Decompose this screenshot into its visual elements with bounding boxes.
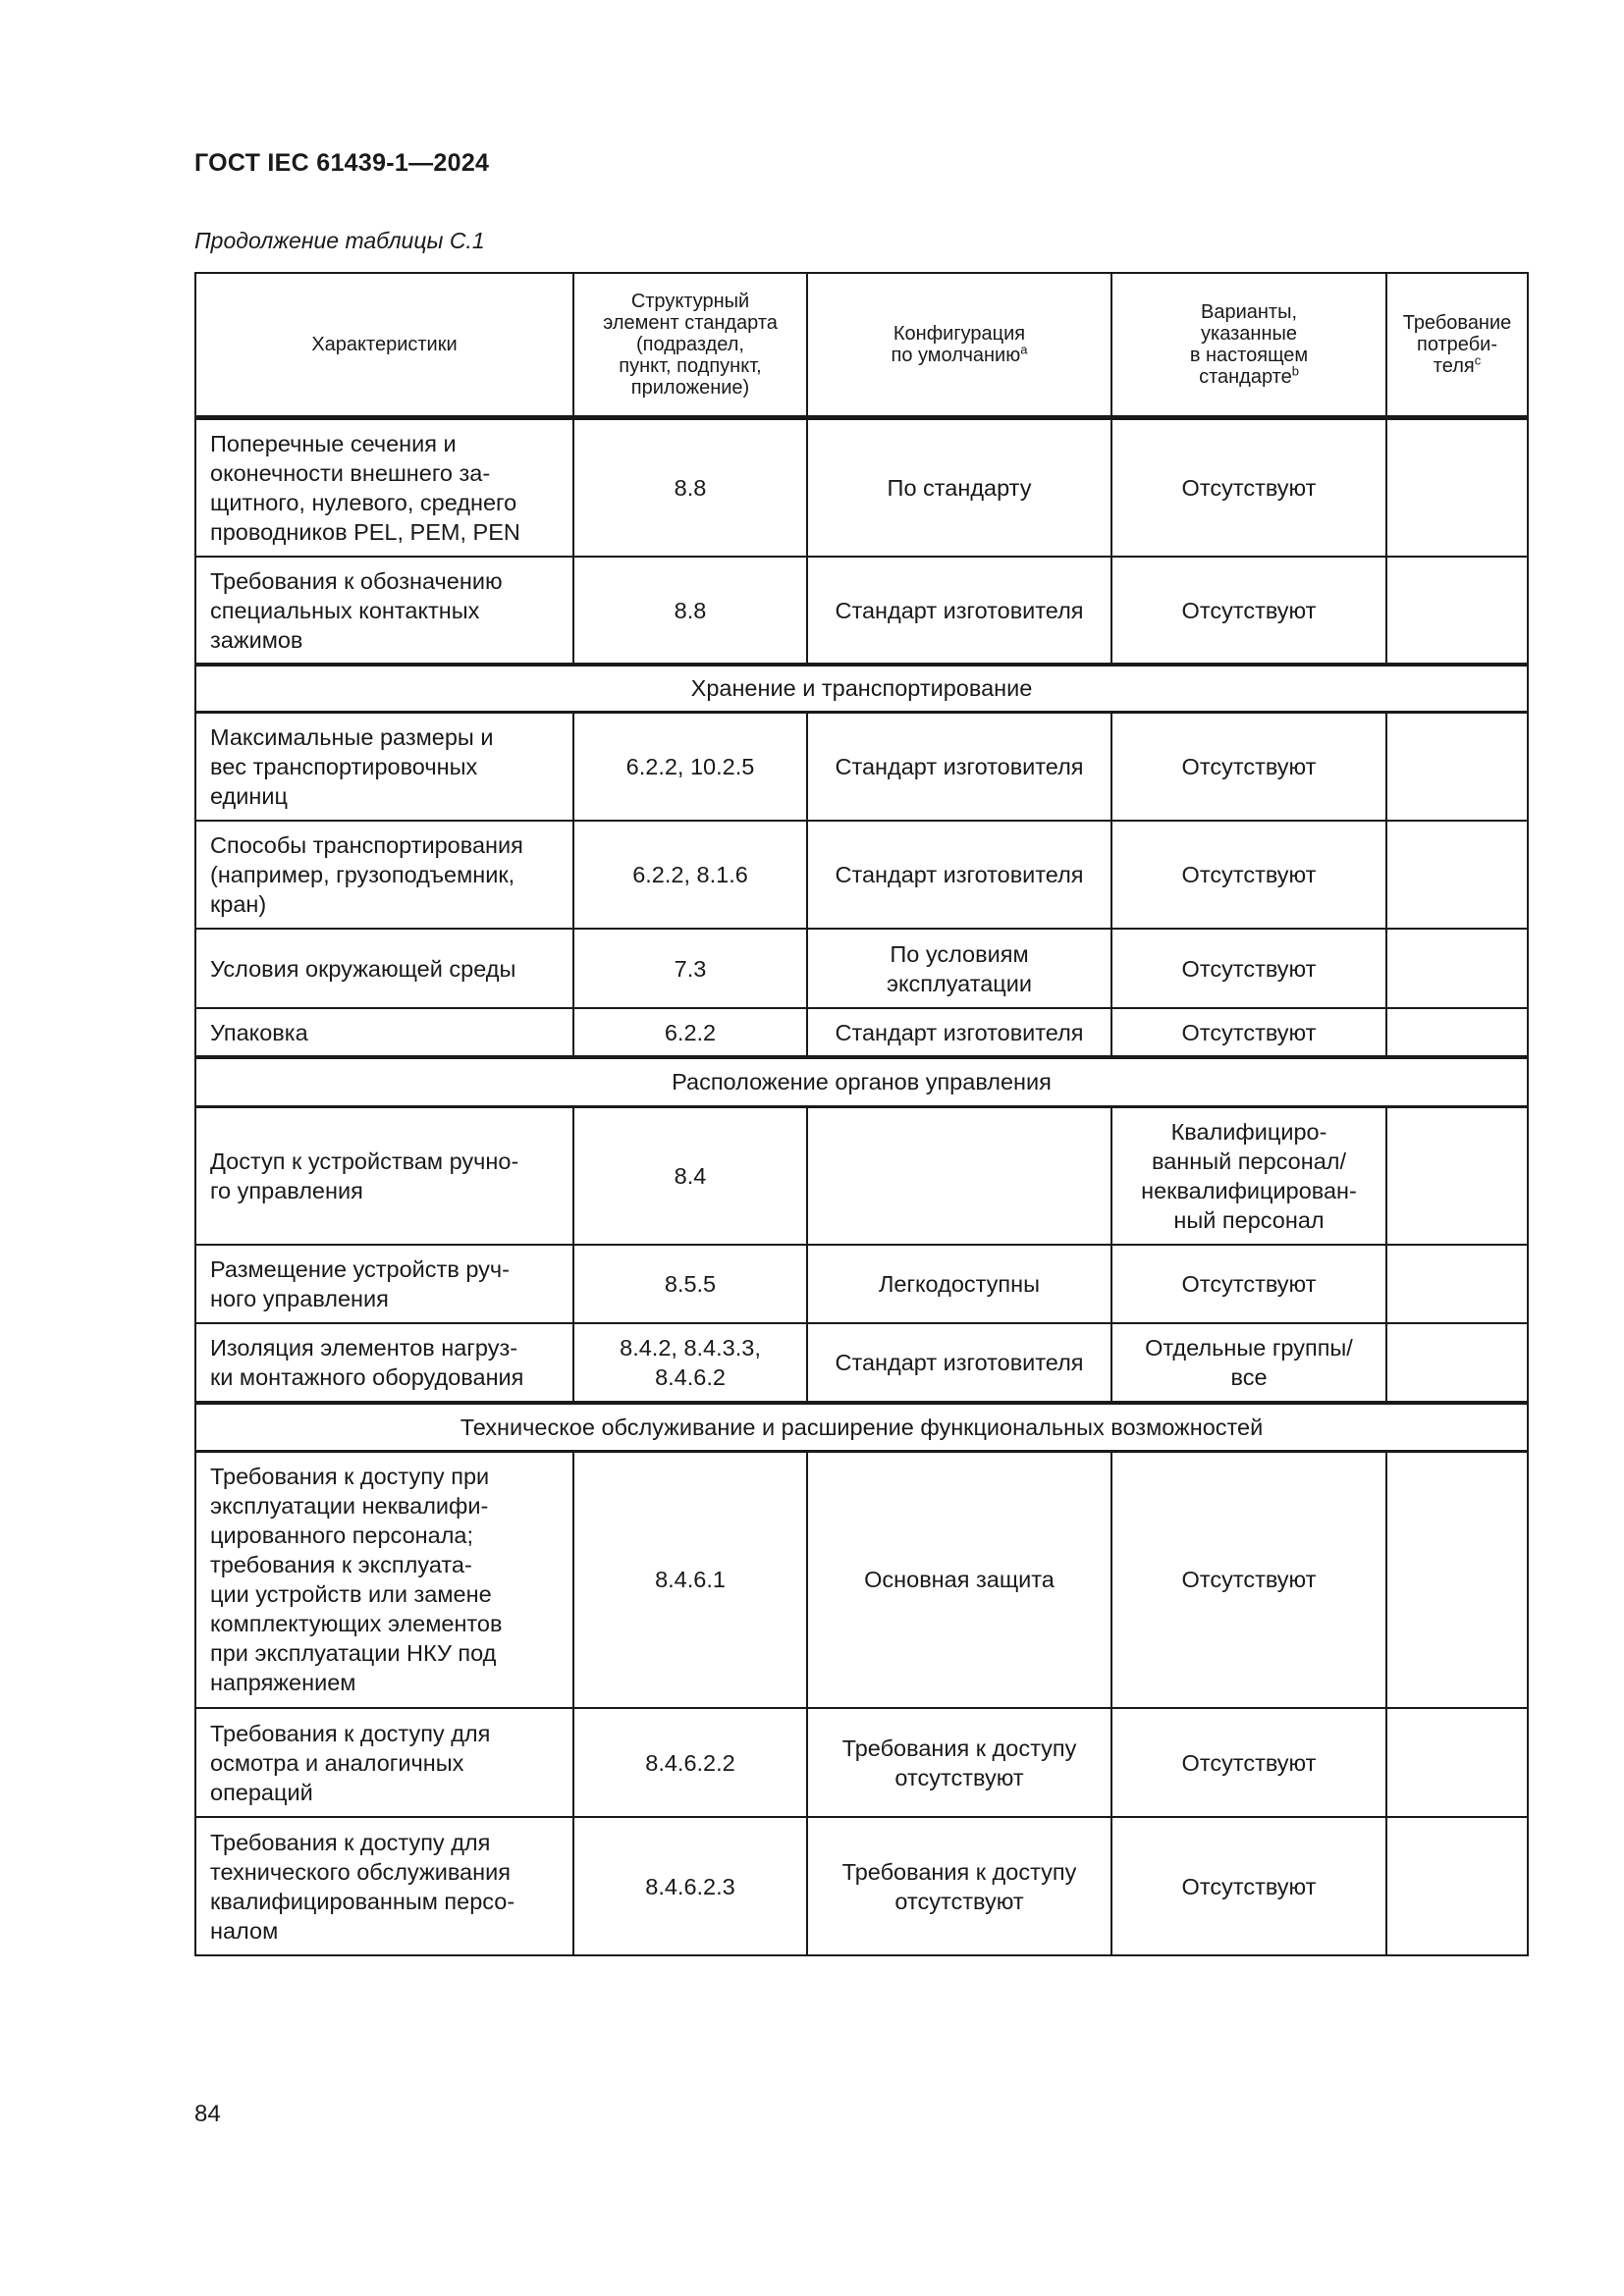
table-row <box>195 1817 1528 1955</box>
table-row <box>195 1323 1528 1403</box>
cell-characteristic: Поперечные сечения и оконечности внешнего за- щитного, нулевого, среднего проводников PEL, PEM, PEN <box>195 417 573 557</box>
cell-variants: Отсутствуют <box>1111 1708 1386 1817</box>
cell-variants: Отсутствуют <box>1111 929 1386 1008</box>
cell-requirement <box>1386 1245 1528 1323</box>
cell-element: 6.2.2 <box>573 1008 807 1057</box>
table-row <box>195 557 1528 665</box>
cell-element: 8.4.6.2.2 <box>573 1708 807 1817</box>
cell-element: 8.4.6.2.3 <box>573 1817 807 1955</box>
cell-default: Требования к доступу отсутствуют <box>807 1708 1111 1817</box>
cell-requirement <box>1386 1106 1528 1245</box>
table-row <box>195 1245 1528 1323</box>
cell-default: По стандарту <box>807 417 1111 557</box>
table-row <box>195 1708 1528 1817</box>
header-structural-element: Структурный элемент стандарта (подраздел, пункт, подпункт, приложение) <box>573 273 807 417</box>
section-title: Техническое обслуживание и расширение функциональных возможностей <box>195 1403 1528 1451</box>
cell-characteristic: Размещение устройств руч- ного управления <box>195 1245 573 1323</box>
cell-variants: Отсутствуют <box>1111 417 1386 557</box>
footnote-mark-a: a <box>1020 342 1028 357</box>
table-row <box>195 1106 1528 1245</box>
cell-variants: Отсутствуют <box>1111 1245 1386 1323</box>
table-row <box>195 1008 1528 1057</box>
cell-requirement <box>1386 417 1528 557</box>
header-variants: Варианты, указанные в настоящем стандарте$^b$ <box>1111 273 1386 417</box>
section-row <box>195 1403 1528 1451</box>
cell-variants: Квалифициро- ванный персонал/ неквалифицирован- ный персонал <box>1111 1106 1386 1245</box>
cell-default: Стандарт изготовителя <box>807 557 1111 665</box>
page-number: 84 <box>194 2101 221 2127</box>
cell-default: Основная защита <box>807 1451 1111 1708</box>
cell-element: 7.3 <box>573 929 807 1008</box>
cell-variants: Отсутствуют <box>1111 1008 1386 1057</box>
table-row <box>195 929 1528 1008</box>
table-header-row <box>195 273 1528 417</box>
header-customer-requirement: Требование потреби- теля$^c$ <box>1386 273 1528 417</box>
cell-requirement <box>1386 1708 1528 1817</box>
cell-default: Требования к доступу отсутствуют <box>807 1817 1111 1955</box>
cell-variants: Отсутствуют <box>1111 1451 1386 1708</box>
cell-variants: Отдельные группы/ все <box>1111 1323 1386 1403</box>
table-row <box>195 821 1528 929</box>
cell-default: Стандарт изготовителя <box>807 712 1111 821</box>
section-title: Хранение и транспортирование <box>195 665 1528 712</box>
cell-characteristic: Требования к доступу для осмотра и аналогичных операций <box>195 1708 573 1817</box>
cell-default <box>807 1106 1111 1245</box>
cell-requirement <box>1386 1008 1528 1057</box>
section-row <box>195 1057 1528 1106</box>
document-header: ГОСТ IEC 61439-1—2024 <box>194 149 490 177</box>
cell-element: 8.4.2, 8.4.3.3, 8.4.6.2 <box>573 1323 807 1403</box>
cell-requirement <box>1386 557 1528 665</box>
cell-default: Стандарт изготовителя <box>807 821 1111 929</box>
cell-element: 8.4.6.1 <box>573 1451 807 1708</box>
table-caption: Продолжение таблицы С.1 <box>194 228 485 253</box>
cell-requirement <box>1386 929 1528 1008</box>
cell-element: 8.8 <box>573 417 807 557</box>
cell-element: 6.2.2, 10.2.5 <box>573 712 807 821</box>
cell-characteristic: Требования к доступу при эксплуатации неквалифи- цированного персонала; требования к эксплуата- ции устройств или замене комплектующих элементов при эксплуатации НКУ под напряжением <box>195 1451 573 1708</box>
cell-requirement <box>1386 821 1528 929</box>
cell-default: Стандарт изготовителя <box>807 1323 1111 1403</box>
cell-requirement <box>1386 1817 1528 1955</box>
cell-characteristic: Условия окружающей среды <box>195 929 573 1008</box>
cell-default: Стандарт изготовителя <box>807 1008 1111 1057</box>
cell-element: 6.2.2, 8.1.6 <box>573 821 807 929</box>
section-title: Расположение органов управления <box>195 1057 1528 1106</box>
cell-characteristic: Максимальные размеры и вес транспортировочных единиц <box>195 712 573 821</box>
cell-variants: Отсутствуют <box>1111 557 1386 665</box>
cell-element: 8.8 <box>573 557 807 665</box>
header-characteristics: Характеристики <box>195 273 573 417</box>
section-row <box>195 665 1528 712</box>
cell-requirement <box>1386 712 1528 821</box>
cell-variants: Отсутствуют <box>1111 712 1386 821</box>
cell-default: Легкодоступны <box>807 1245 1111 1323</box>
header-default-configuration: Конфигурация по умолчанию$^a$ <box>807 273 1111 417</box>
cell-default: По условиям эксплуатации <box>807 929 1111 1008</box>
table-row <box>195 1451 1528 1708</box>
cell-element: 8.5.5 <box>573 1245 807 1323</box>
cell-variants: Отсутствуют <box>1111 821 1386 929</box>
cell-characteristic: Упаковка <box>195 1008 573 1057</box>
table-row <box>195 712 1528 821</box>
cell-characteristic: Изоляция элементов нагруз- ки монтажного оборудования <box>195 1323 573 1403</box>
cell-requirement <box>1386 1323 1528 1403</box>
cell-requirement <box>1386 1451 1528 1708</box>
cell-element: 8.4 <box>573 1106 807 1245</box>
cell-characteristic: Доступ к устройствам ручно- го управления <box>195 1106 573 1245</box>
cell-characteristic: Требования к доступу для технического обслуживания квалифицированным персо- налом <box>195 1817 573 1955</box>
specification-table <box>194 272 1529 1956</box>
cell-characteristic: Требования к обозначению специальных контактных зажимов <box>195 557 573 665</box>
footnote-mark-b: b <box>1291 363 1299 379</box>
cell-characteristic: Способы транспортирования (например, грузоподъемник, кран) <box>195 821 573 929</box>
footnote-mark-c: c <box>1474 352 1482 368</box>
cell-variants: Отсутствуют <box>1111 1817 1386 1955</box>
table-row <box>195 417 1528 557</box>
